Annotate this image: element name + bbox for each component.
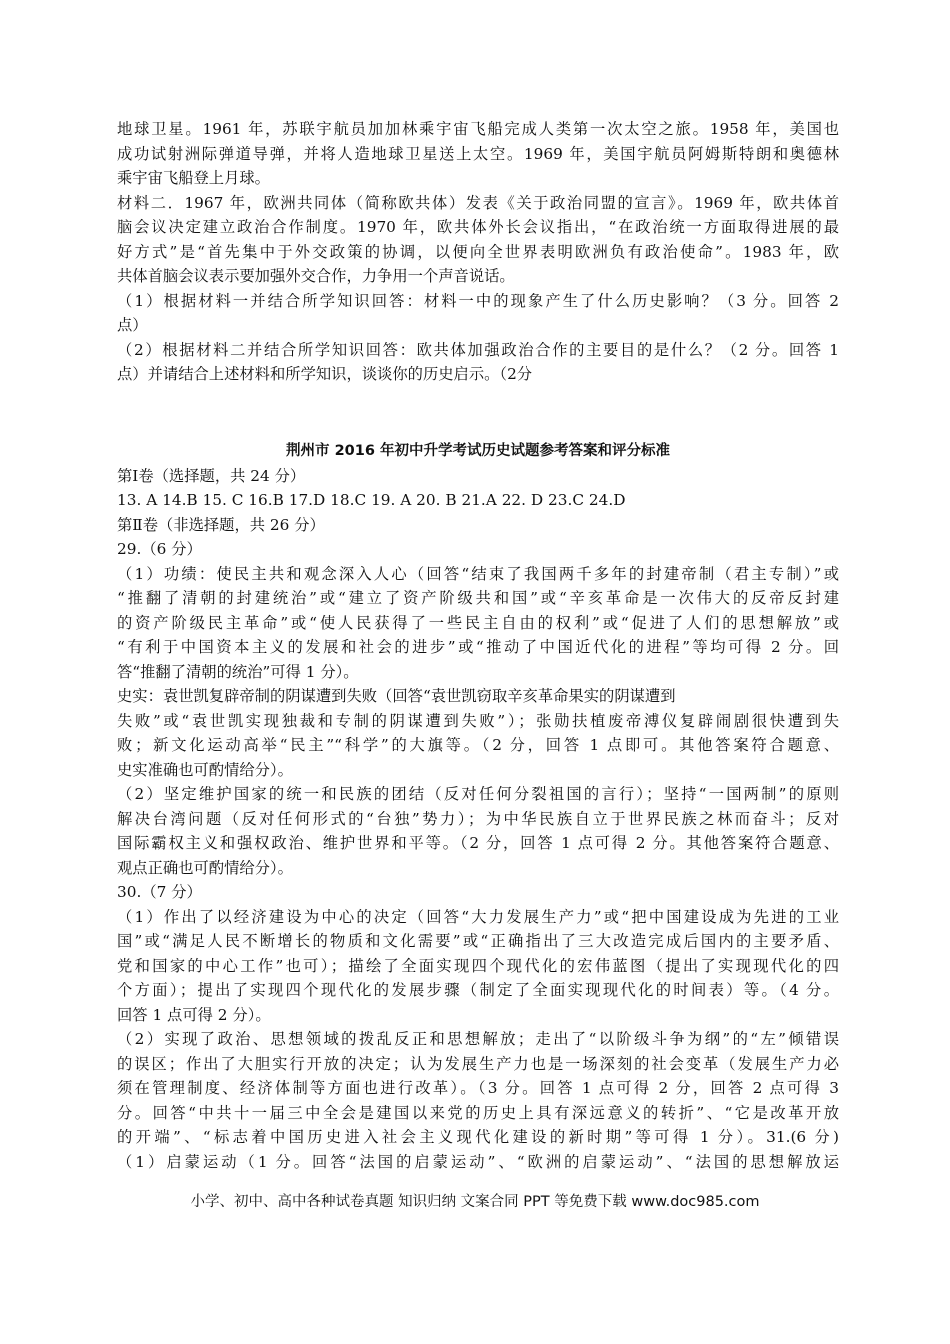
answer-line: “有利于中国资本主义的发展和社会的进步”或“推动了中国近代化的进程”等均可得 2 分。回	[117, 638, 839, 656]
answer-line: 回答 1 点可得 2 分）。	[117, 1005, 271, 1024]
answer-title: 荆州市 2016 年初中升学考试历史试题参考答案和评分标准	[286, 442, 670, 459]
answer-line: 观点正确也可酌情给分）。	[117, 858, 293, 877]
answer-line: 30.（7 分）	[117, 883, 202, 901]
page-footer: 小学、初中、高中各种试卷真题 知识归纳 文案合同 PPT 等免费下载 www.doc985.com	[190, 1194, 760, 1210]
answer-line: （2）坚定维护国家的统一和民族的团结（反对任何分裂祖国的言行）；坚持“一国两制”的原则	[117, 785, 839, 803]
answer-line: （2）实现了政治、思想领域的拨乱反正和思想解放；走出了“以阶级斗争为纲”的“左”倾错误	[117, 1030, 839, 1048]
answer-line: 党和国家的中心工作”也可）；描绘了全面实现四个现代化的宏伟蓝图（提出了实现现代化的四	[117, 956, 839, 975]
answer-line: 分。回答“中共十一届三中全会是建国以来党的历史上具有深远意义的转折”、“它是改革开放	[117, 1103, 839, 1122]
answer-line: 国”或“满足人民不断增长的物质和文化需要”或“正确指出了三大改造完成后国内的主要矛盾、	[117, 932, 839, 950]
answer-line: “推翻了清朝的封建统治”或“建立了资产阶级共和国”或“辛亥革命是一次伟大的反帝反封建	[117, 589, 839, 607]
document-content	[117, 117, 839, 1174]
answer-line: 史实准确也可酌情给分）。	[117, 760, 293, 779]
answer-line: 的资产阶级民主革命”或“使人民获得了一些民主自由的权利”或“促进了人们的思想解放”或	[117, 613, 839, 632]
answer-line: 史实：袁世凯复辟帝制的阴谋遭到失败（回答“袁世凯窃取辛亥革命果实的阴谋遭到	[117, 687, 676, 705]
answer-line: （1）启蒙运动（1 分。回答“法国的启蒙运动”、“欧洲的启蒙运动”、“法国的思想解放运	[117, 1152, 839, 1171]
answer-line: 的误区；作出了大胆实行开放的决定；认为发展生产力也是一场深刻的社会变革（发展生产力必	[117, 1054, 839, 1073]
answer-line: 国际霸权主义和强权政治、维护世界和平等。（2 分，回答 1 点可得 2 分。其他答案符合题意、	[117, 834, 839, 852]
text-line: 材料二．1967 年，欧洲共同体（简称欧共体）发表《关于政治同盟的宣言》。1969 年，欧共体首	[117, 193, 839, 212]
answer-line: 失败”或“袁世凯实现独裁和专制的阴谋遭到失败”）；张勋扶植废帝溥仪复辟闹剧很快遭到失	[117, 711, 839, 730]
answer-line: 第Ⅱ卷（非选择题，共 26 分）	[117, 515, 325, 534]
text-line: 乘宇宙飞船登上月球。	[117, 169, 270, 187]
answer-line: 的开端”、“标志着中国历史进入社会主义现代化建设的新时期”等可得 1 分）。31.(6 分)	[117, 1128, 839, 1146]
material-section	[117, 117, 839, 387]
question-line: 点）	[117, 316, 148, 334]
text-line: 脑会议决定建立政治合作制度。1970 年，欧共体外长会议指出，“在政治统一方面取得进展的最	[117, 218, 839, 236]
text-line: 地球卫星。1961 年，苏联宇航员加加林乘宇宙飞船完成人类第一次太空之旅。1958 年，美国也	[117, 120, 839, 138]
answer-line: 13. A 14.B 15. C 16.B 17.D 18.C 19. A 20. B 21.A 22. D 23.C 24.D	[117, 491, 626, 509]
question-line: 点）并请结合上述材料和所学知识，谈谈你的历史启示。（2分	[117, 365, 533, 383]
answer-line: 29.（6 分）	[117, 540, 202, 558]
answer-line: 个方面）；提出了实现四个现代化的发展步骤（制定了全面实现现代化的时间表）等。（4 分。	[117, 981, 839, 999]
answer-line: 败；新文化运动高举“民主”“科学”的大旗等。（2 分，回答 1 点即可。其他答案符合题意、	[117, 736, 839, 754]
answer-line: （1）功绩：使民主共和观念深入人心（回答“结束了我国两千多年的封建帝制（君主专制）”或	[117, 564, 839, 583]
answer-line: 第Ⅰ卷（选择题，共 24 分）	[117, 466, 306, 485]
answer-line: 须在管理制度、经济体制等方面也进行改革）。（3 分。回答 1 点可得 2 分，回答 2 点可得 3	[117, 1079, 839, 1097]
answer-line: 解决台湾问题（反对任何形式的“台独”势力）；为中华民族自立于世界民族之林而奋斗；反对	[117, 809, 839, 828]
section-gap	[117, 387, 839, 439]
answer-line: 答“推翻了清朝的统治”可得 1 分）。	[117, 662, 359, 681]
text-line: 共体首脑会议表示要加强外交合作，力争用一个声音说话。	[117, 267, 515, 285]
text-line: 成功试射洲际弹道导弹，并将人造地球卫星送上太空。1969 年，美国宇航员阿姆斯特朗和奥德林	[117, 144, 839, 163]
text-line: 好方式”是“首先集中于外交政策的协调，以便向全世界表明欧洲负有政治使命”。1983 年，欧	[117, 242, 839, 261]
question-line: （1）根据材料一并结合所学知识回答：材料一中的现象产生了什么历史影响？（3 分。回答 2	[117, 291, 839, 310]
answer-line: （1）作出了以经济建设为中心的决定（回答“大力发展生产力”或“把中国建设成为先进的工业	[117, 907, 839, 926]
answer-section	[117, 464, 839, 1175]
question-line: （2）根据材料二并结合所学知识回答：欧共体加强政治合作的主要目的是什么？（2 分。回答 1	[117, 340, 839, 359]
